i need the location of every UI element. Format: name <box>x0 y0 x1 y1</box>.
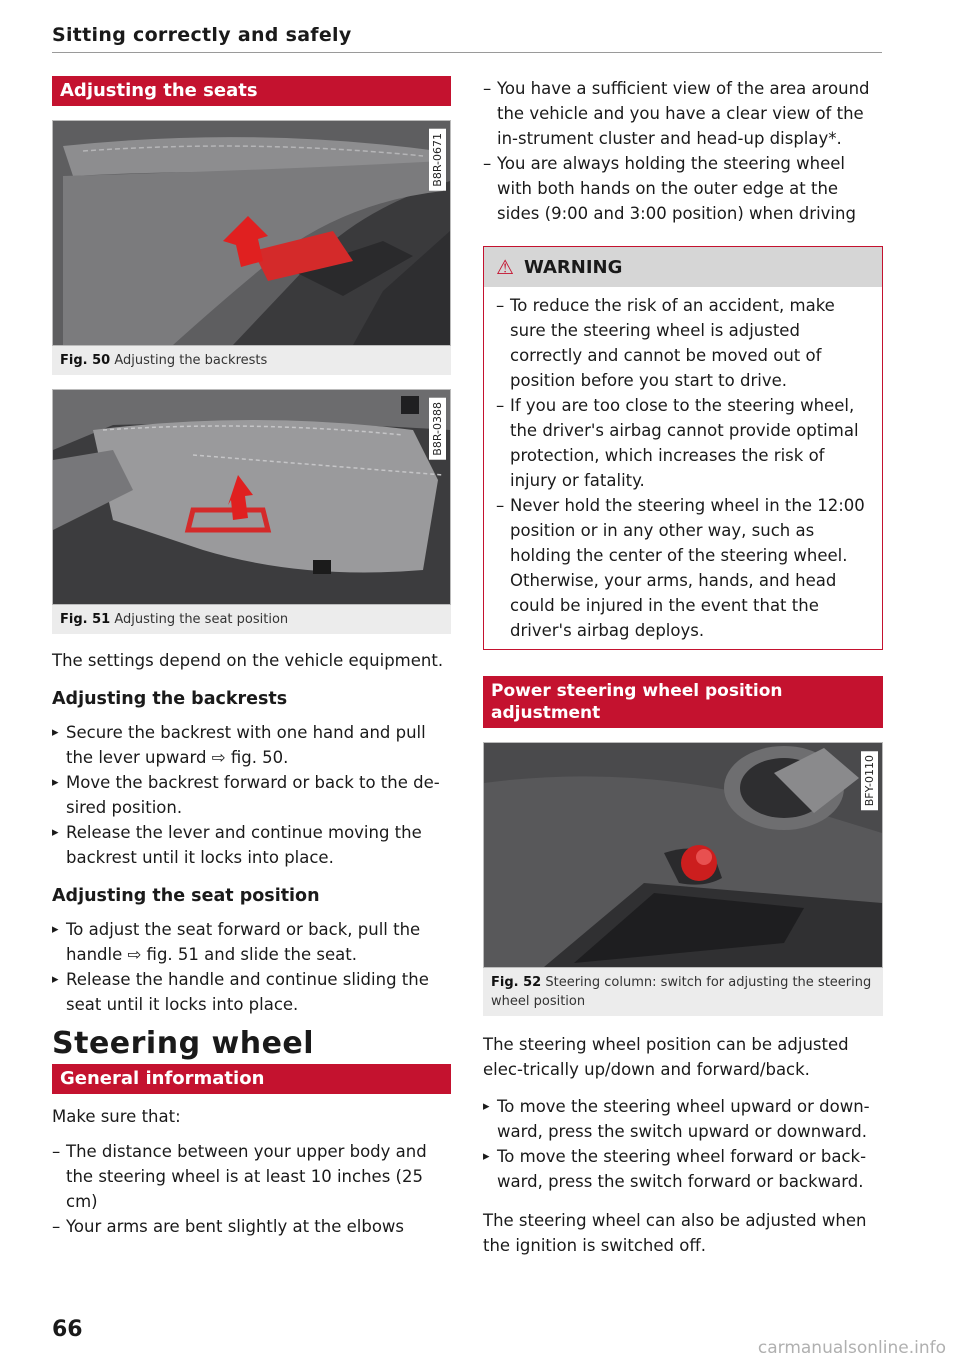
list-item: ▸ Secure the backrest with one hand and pull the lever upward ⇨ fig. 50. <box>52 720 451 770</box>
list-item: – Your arms are bent slightly at the elbows <box>52 1214 451 1239</box>
warning-list <box>484 287 882 649</box>
page-header-title: Sitting correctly and safely <box>52 24 352 46</box>
list-item: ▸ Release the handle and continue sliding the seat until it locks into place. <box>52 967 451 1017</box>
list-item: ▸ To move the steering wheel forward or back-ward, press the switch forward or backward. <box>483 1144 883 1194</box>
figure-51-image <box>52 389 451 605</box>
ignition-note: The steering wheel can also be adjusted when the ignition is switched off. <box>483 1211 867 1255</box>
figure-code: B8R-0388 <box>429 398 446 460</box>
make-sure-list <box>52 1139 451 1239</box>
figure-52-caption <box>483 968 883 1016</box>
chapter-title-steering-wheel: Steering wheel <box>52 1026 315 1061</box>
figure-50-image <box>52 120 451 346</box>
make-sure-list-continued <box>483 76 883 226</box>
list-item: ▸ Release the lever and continue moving the backrest until it locks into place. <box>52 820 451 870</box>
warning-header <box>484 247 882 287</box>
right-column <box>483 76 883 1258</box>
figure-label: Fig. 50 <box>60 353 111 368</box>
list-item: – The distance between your upper body and the steering wheel is at least 10 inches (25 cm) <box>52 1139 451 1214</box>
page-header <box>52 24 882 53</box>
warning-title: WARNING <box>523 256 623 278</box>
steering-column-illustration <box>484 743 882 967</box>
figure-label: Fig. 51 <box>60 612 111 627</box>
list-item: – You are always holding the steering wheel with both hands on the outer edge at the sides (9:00 and 3:00 position) when driving <box>483 151 883 226</box>
section-title-power-steering: Power steering wheel position adjustment <box>483 676 883 728</box>
figure-51-caption <box>52 605 451 634</box>
list-item: ▸ Move the backrest forward or back to the de-sired position. <box>52 770 451 820</box>
list-item: – You have a sufficient view of the area around the vehicle and you have a clear view of the in-strument cluster and head-up display*. <box>483 76 883 151</box>
list-item: – Never hold the steering wheel in the 12:00 position or in any other way, such as holding the center of the steering wheel. Otherwise, your arms, hands, and head could be injured in the event that the driver's airbag deploys. <box>496 493 868 643</box>
intro-text: The settings depend on the vehicle equipment. <box>52 651 444 670</box>
heading-adjusting-seat-position: Adjusting the seat position <box>52 886 320 906</box>
figure-50-caption <box>52 346 451 375</box>
figure-label: Fig. 52 <box>491 975 542 990</box>
warning-box <box>483 246 883 650</box>
power-steering-description: The steering wheel position can be adjusted elec-trically up/down and forward/back. <box>483 1035 849 1079</box>
figure-caption-text: Adjusting the backrests <box>114 353 268 368</box>
figure-code: B8R-0671 <box>429 129 446 191</box>
figure-caption-text: Adjusting the seat position <box>114 612 289 627</box>
backrest-illustration <box>53 121 450 345</box>
section-title-adjusting-seats: Adjusting the seats <box>52 76 451 106</box>
figure-caption-text: Steering column: switch for adjusting the steering wheel position <box>491 975 872 1009</box>
watermark: carmanualsonline.info <box>757 1338 946 1358</box>
page-number: 66 <box>52 1317 83 1342</box>
seat-position-illustration <box>53 390 450 604</box>
figure-52-image <box>483 742 883 968</box>
figure-code: BFY-0110 <box>861 751 878 810</box>
warning-triangle-icon: ⚠ <box>496 255 514 279</box>
section-title-general-information: General information <box>52 1064 451 1094</box>
list-item: – If you are too close to the steering wheel, the driver's airbag cannot provide optimal protection, which increases the risk of injury or fatality. <box>496 393 868 493</box>
list-item: ▸ To adjust the seat forward or back, pull the handle ⇨ fig. 51 and slide the seat. <box>52 917 451 967</box>
list-item: ▸ To move the steering wheel upward or down-ward, press the switch upward or downward. <box>483 1094 883 1144</box>
seat-position-steps <box>52 917 451 1017</box>
power-steering-steps <box>483 1094 883 1194</box>
left-column <box>52 76 451 1239</box>
backrest-steps <box>52 720 451 870</box>
heading-adjusting-backrests: Adjusting the backrests <box>52 689 288 709</box>
make-sure-text: Make sure that: <box>52 1107 181 1126</box>
list-item: – To reduce the risk of an accident, make sure the steering wheel is adjusted correctly and cannot be moved out of position before you start to drive. <box>496 293 868 393</box>
